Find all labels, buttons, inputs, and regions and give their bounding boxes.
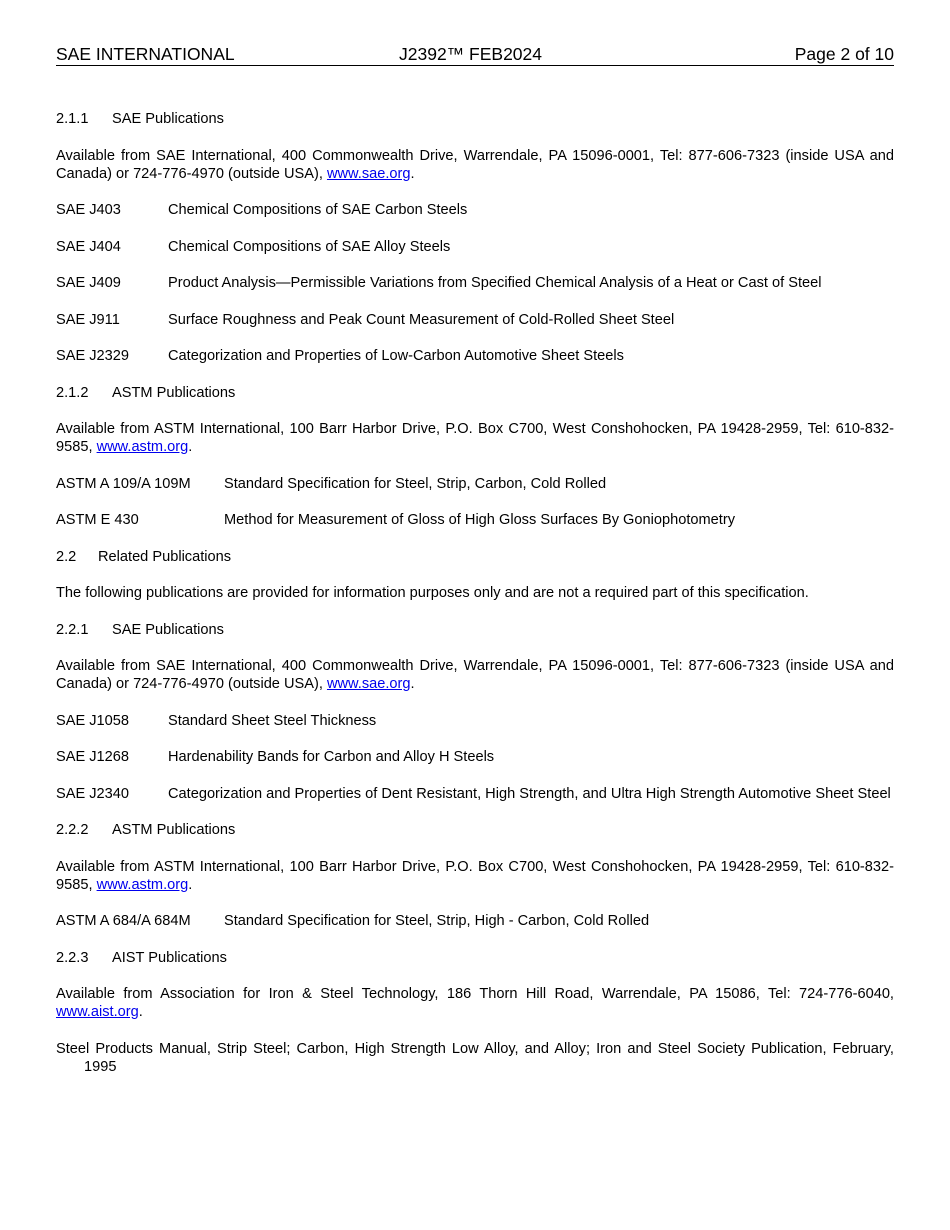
reference-title: Surface Roughness and Peak Count Measurement of Cold-Rolled Sheet Steel [168,311,675,328]
astm-link[interactable]: www.astm.org [96,876,189,893]
reference-title: Standard Specification for Steel, Strip, Carbon, Cold Rolled [224,475,607,492]
section-title: SAE Publications [112,621,224,638]
section-title: ASTM Publications [112,822,236,838]
section-number: 2.1.1 [56,111,89,127]
section-number: 2.2.2 [56,822,89,838]
reference-item [56,238,894,256]
reference-title: Chemical Compositions of SAE Alloy Steels [168,238,451,255]
availability-text: Available from ASTM International, 100 Barr Harbor Drive, P.O. Box C700, West Conshohocken, PA 19428-2959, Tel: 610-832-9585, [56,421,894,455]
reference-code: SAE J404 [56,238,121,255]
reference-code: SAE J403 [56,202,121,218]
reference-code: SAE J911 [56,311,120,328]
related-intro-paragraph: The following publications are provided for information purposes only and are not a required part of this specification. [56,585,809,601]
availability-text: Available from SAE International, 400 Commonwealth Drive, Warrendale, PA 15096-0001, Tel: 877-606-7323 (inside USA and Canada) or 724-776-4970 (outside USA), [56,658,894,692]
availability-text: Available from ASTM International, 100 Barr Harbor Drive, P.O. Box C700, West Conshohocken, PA 19428-2959, Tel: 610-832-9585, [56,858,894,893]
section-title: ASTM Publications [112,384,236,401]
reference-title: Standard Specification for Steel, Strip, High - Carbon, Cold Rolled [224,913,650,929]
section-heading-2-2-3 [56,949,894,967]
section-heading-2-1-1 [56,110,894,128]
reference-code: ASTM A 684/A 684M [56,913,191,929]
section-number: 2.1.2 [56,384,89,401]
reference-title: Categorization and Properties of Dent Resistant, High Strength, and Ultra High Strength Automotive Sheet Steel [168,785,891,802]
reference-title: Method for Measurement of Gloss of High Gloss Surfaces By Goniophotometry [224,512,736,528]
section-number: 2.2 [56,548,77,565]
sae-link[interactable]: www.sae.org [326,165,411,182]
reference-item [56,201,894,219]
reference-item [56,912,894,930]
aist-link[interactable]: www.aist.org [56,1004,139,1020]
reference-title: Hardenability Bands for Carbon and Alloy H Steels [168,749,495,765]
steel-products-manual-reference: Steel Products Manual, Strip Steel; Carbon, High Strength Low Alloy, and Alloy; Iron and Steel Society Publication, February, 1995 [56,1040,894,1075]
reference-item [56,347,894,365]
reference-title: Standard Sheet Steel Thickness [168,712,377,729]
section-heading-2-2-1 [56,621,894,639]
reference-item [56,785,894,803]
reference-item [56,712,894,730]
header-organization: SAE INTERNATIONAL [56,44,235,64]
reference-code: ASTM E 430 [56,512,139,528]
section-number: 2.2.1 [56,621,89,638]
sae-link[interactable]: www.sae.org [326,676,411,692]
reference-code: SAE J2329 [56,348,130,364]
astm-link[interactable]: www.astm.org [96,439,189,455]
reference-code: SAE J409 [56,275,121,291]
reference-title: Categorization and Properties of Low-Carbon Automotive Sheet Steels [168,348,624,364]
availability-text: Available from Association for Iron & Steel Technology, 186 Thorn Hill Road, Warrendale, PA 15086, Tel: 724-776-6040, [56,986,894,1002]
section-title: Related Publications [98,548,232,565]
availability-paragraph: Available from SAE International, 400 Commonwealth Drive, Warrendale, PA 15096-0001, Tel: 877-606-7323 (inside USA and Canada) or 724-776-4970 (outside USA), www.sae.org. [56,147,894,182]
availability-paragraph: Available from ASTM International, 100 Barr Harbor Drive, P.O. Box C700, West Conshohocken, PA 19428-2959, Tel: 610-832-9585, www.astm.org. [56,421,894,455]
reference-code: SAE J1268 [56,749,130,765]
reference-title: Product Analysis—Permissible Variations from Specified Chemical Analysis of a Heat or Cast of Steel [168,275,822,291]
header-document-id: J2392™ FEB2024 [399,44,543,64]
reference-item [56,748,894,766]
reference-item [56,274,894,292]
reference-code: SAE J2340 [56,785,130,802]
availability-paragraph: Available from SAE International, 400 Commonwealth Drive, Warrendale, PA 15096-0001, Tel: 877-606-7323 (inside USA and Canada) or 724-776-4970 (outside USA), www.sae.org. [56,658,894,692]
availability-text: Available from SAE International, 400 Commonwealth Drive, Warrendale, PA 15096-0001, Tel: 877-606-7323 (inside USA and Canada) or 724-776-4970 (outside USA), [56,147,894,182]
reference-code: ASTM A 109/A 109M [56,475,191,492]
reference-item [56,311,894,329]
reference-item [56,475,894,493]
section-heading-2-2 [56,548,894,566]
section-heading-2-1-2 [56,384,894,402]
section-number: 2.2.3 [56,949,89,966]
reference-item [56,511,894,529]
availability-paragraph: Available from Association for Iron & Steel Technology, 186 Thorn Hill Road, Warrendale, PA 15086, Tel: 724-776-6040, www.aist.org. [56,986,894,1020]
availability-paragraph: Available from ASTM International, 100 Barr Harbor Drive, P.O. Box C700, West Conshohocken, PA 19428-2959, Tel: 610-832-9585, www.astm.org. [56,858,894,893]
section-title: AIST Publications [112,949,227,966]
header-page-number: Page 2 of 10 [794,44,894,64]
section-title: SAE Publications [112,111,224,127]
section-heading-2-2-2 [56,821,894,839]
reference-title: Chemical Compositions of SAE Carbon Steels [168,202,468,218]
page-header [56,43,894,66]
reference-code: SAE J1058 [56,712,130,729]
document-body [56,110,894,1094]
